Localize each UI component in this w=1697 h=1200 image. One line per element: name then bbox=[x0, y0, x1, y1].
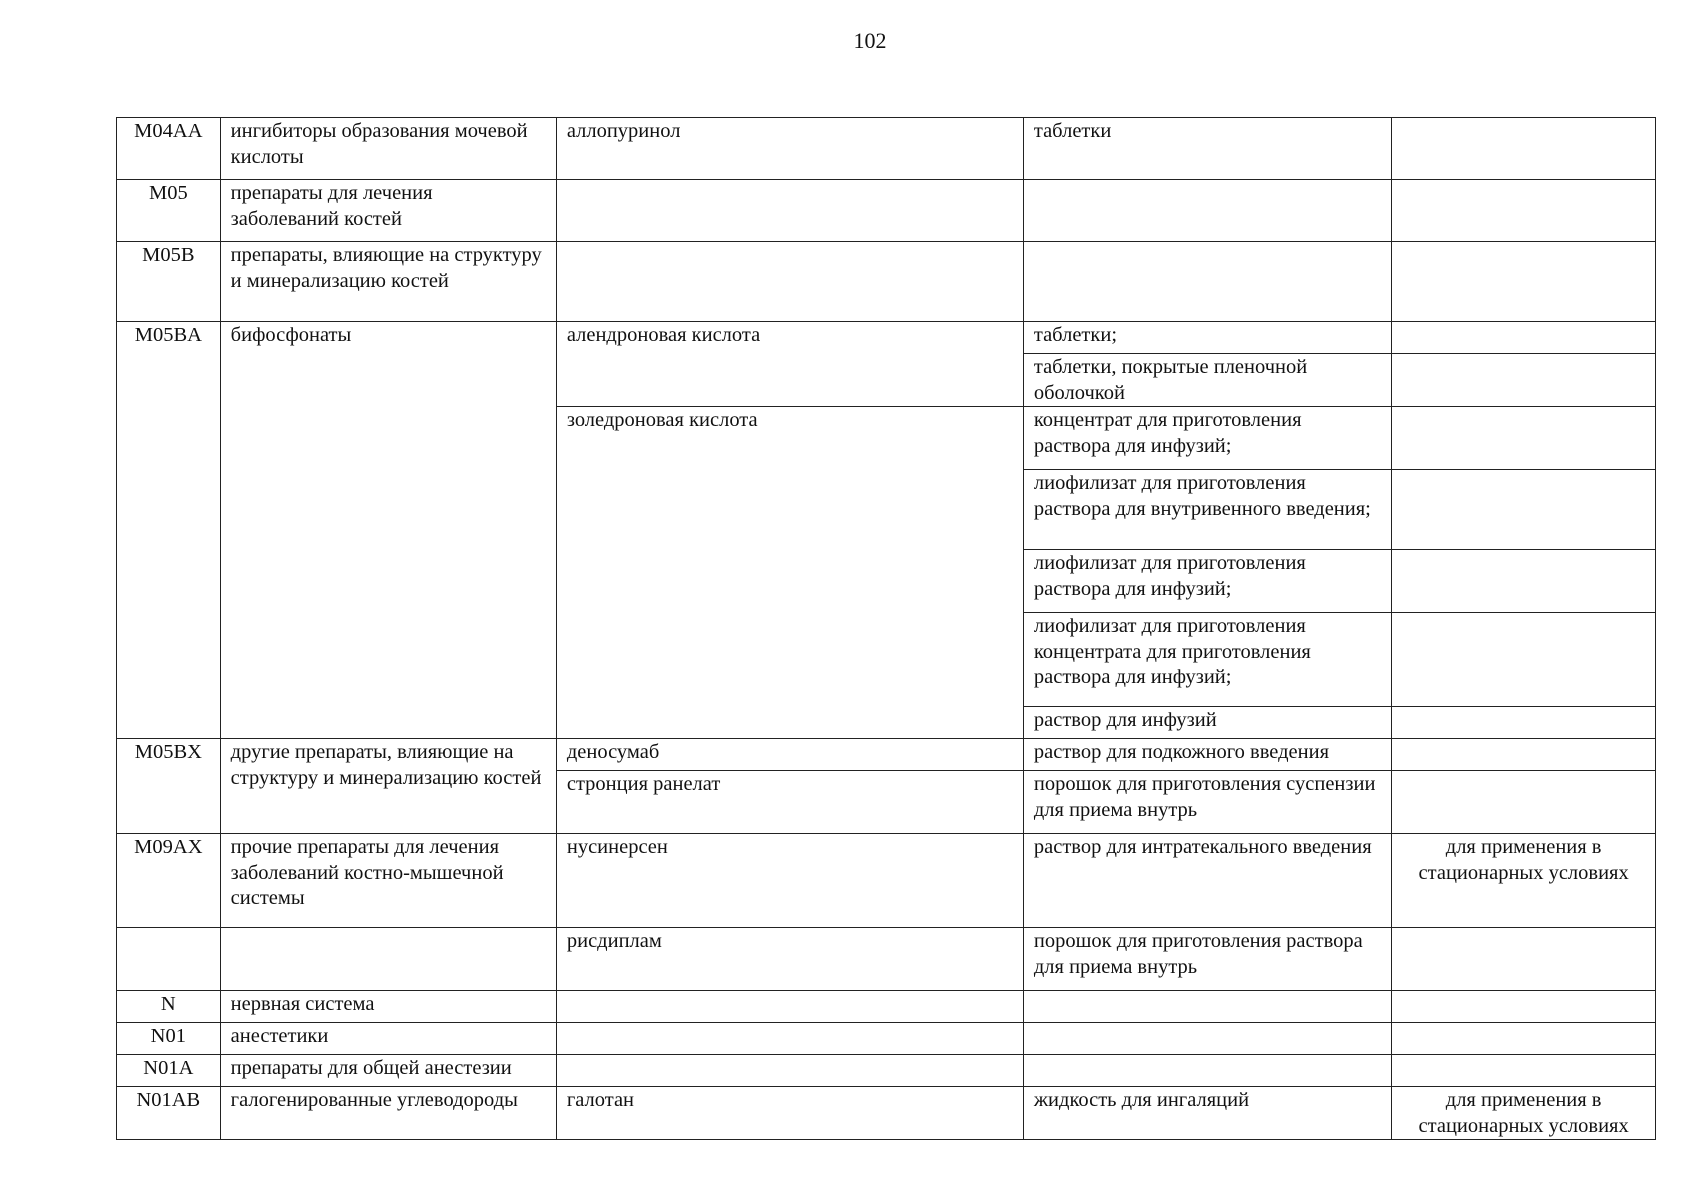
note-cell bbox=[1392, 242, 1656, 322]
atc-group-cell: препараты для общей анестезии bbox=[220, 1055, 556, 1087]
note-cell bbox=[1392, 354, 1656, 407]
note-cell bbox=[1392, 991, 1656, 1023]
atc-code-cell: M05B bbox=[117, 242, 221, 322]
drug-name-cell: золедроновая кислота bbox=[556, 407, 1023, 739]
atc-group-cell bbox=[220, 928, 556, 991]
note-cell bbox=[1392, 1023, 1656, 1055]
note-cell bbox=[1392, 1055, 1656, 1087]
dosage-form-cell bbox=[1023, 1055, 1391, 1087]
table-row bbox=[117, 180, 1656, 242]
atc-group-cell: прочие препараты для лечения заболеваний костно-мышечной системы bbox=[220, 834, 556, 928]
note-cell bbox=[1392, 180, 1656, 242]
dosage-form-cell: таблетки, покрытые пленочной оболочкой bbox=[1023, 354, 1391, 407]
table-row bbox=[117, 118, 1656, 180]
dosage-form-cell: лиофилизат для приготовления раствора для внутривенного введения; bbox=[1023, 470, 1391, 550]
drug-name-cell bbox=[556, 180, 1023, 242]
atc-code-cell: M05 bbox=[117, 180, 221, 242]
atc-code-cell: N01AB bbox=[117, 1087, 221, 1140]
drug-name-cell bbox=[556, 242, 1023, 322]
atc-code-cell bbox=[117, 928, 221, 991]
drug-name-cell: аллопуринол bbox=[556, 118, 1023, 180]
dosage-form-cell bbox=[1023, 242, 1391, 322]
atc-code-cell: N bbox=[117, 991, 221, 1023]
table-row bbox=[117, 1087, 1656, 1140]
dosage-form-cell: лиофилизат для приготовления концентрата для приготовления раствора для инфузий; bbox=[1023, 613, 1391, 707]
dosage-form-cell: раствор для инфузий bbox=[1023, 707, 1391, 739]
table-row bbox=[117, 1023, 1656, 1055]
note-cell bbox=[1392, 613, 1656, 707]
drug-name-cell bbox=[556, 1055, 1023, 1087]
note-cell bbox=[1392, 322, 1656, 354]
note-cell bbox=[1392, 118, 1656, 180]
atc-group-cell: другие препараты, влияющие на структуру и минерализацию костей bbox=[220, 739, 556, 834]
atc-code-cell: N01 bbox=[117, 1023, 221, 1055]
table-row bbox=[117, 991, 1656, 1023]
atc-group-cell: препараты, влияющие на структуру и минерализацию костей bbox=[220, 242, 556, 322]
dosage-form-cell: таблетки bbox=[1023, 118, 1391, 180]
table-row bbox=[117, 739, 1656, 771]
table-row bbox=[117, 242, 1656, 322]
atc-group-cell: анестетики bbox=[220, 1023, 556, 1055]
note-cell bbox=[1392, 407, 1656, 470]
drug-name-cell: галотан bbox=[556, 1087, 1023, 1140]
dosage-form-cell: порошок для приготовления суспензии для приема внутрь bbox=[1023, 771, 1391, 834]
drug-name-cell: алендроновая кислота bbox=[556, 322, 1023, 407]
dosage-form-cell: раствор для подкожного введения bbox=[1023, 739, 1391, 771]
atc-code-cell: M05BX bbox=[117, 739, 221, 834]
dosage-form-cell bbox=[1023, 180, 1391, 242]
note-cell bbox=[1392, 550, 1656, 613]
dosage-form-cell: лиофилизат для приготовления раствора для инфузий; bbox=[1023, 550, 1391, 613]
atc-code-cell: M04AA bbox=[117, 118, 221, 180]
note-cell: для применения в стационарных условиях bbox=[1392, 1087, 1656, 1140]
page-number: 102 bbox=[853, 28, 887, 53]
atc-group-cell: нервная система bbox=[220, 991, 556, 1023]
drug-table bbox=[116, 117, 1656, 1140]
atc-code-cell: N01A bbox=[117, 1055, 221, 1087]
note-cell bbox=[1392, 707, 1656, 739]
drug-name-cell: нусинерсен bbox=[556, 834, 1023, 928]
atc-code-cell: M09AX bbox=[117, 834, 221, 928]
dosage-form-cell bbox=[1023, 991, 1391, 1023]
note-cell bbox=[1392, 470, 1656, 550]
note-cell bbox=[1392, 928, 1656, 991]
atc-code-cell: M05BA bbox=[117, 322, 221, 739]
atc-group-cell: ингибиторы образования мочевой кислоты bbox=[220, 118, 556, 180]
note-cell: для применения в стационарных условиях bbox=[1392, 834, 1656, 928]
dosage-form-cell: таблетки; bbox=[1023, 322, 1391, 354]
drug-name-cell bbox=[556, 1023, 1023, 1055]
drug-name-cell: рисдиплам bbox=[556, 928, 1023, 991]
drug-name-cell: деносумаб bbox=[556, 739, 1023, 771]
dosage-form-cell: раствор для интратекального введения bbox=[1023, 834, 1391, 928]
atc-group-cell: галогенированные углеводороды bbox=[220, 1087, 556, 1140]
dosage-form-cell: порошок для приготовления раствора для приема внутрь bbox=[1023, 928, 1391, 991]
dosage-form-cell: концентрат для приготовления раствора для инфузий; bbox=[1023, 407, 1391, 470]
note-cell bbox=[1392, 739, 1656, 771]
table-row bbox=[117, 1055, 1656, 1087]
drug-name-cell: стронция ранелат bbox=[556, 771, 1023, 834]
drug-name-cell bbox=[556, 991, 1023, 1023]
table-row bbox=[117, 928, 1656, 991]
dosage-form-cell: жидкость для ингаляций bbox=[1023, 1087, 1391, 1140]
atc-group-cell: бифосфонаты bbox=[220, 322, 556, 739]
note-cell bbox=[1392, 771, 1656, 834]
table-row bbox=[117, 322, 1656, 354]
table-row bbox=[117, 834, 1656, 928]
dosage-form-cell bbox=[1023, 1023, 1391, 1055]
atc-group-cell: препараты для лечения заболеваний костей bbox=[220, 180, 556, 242]
